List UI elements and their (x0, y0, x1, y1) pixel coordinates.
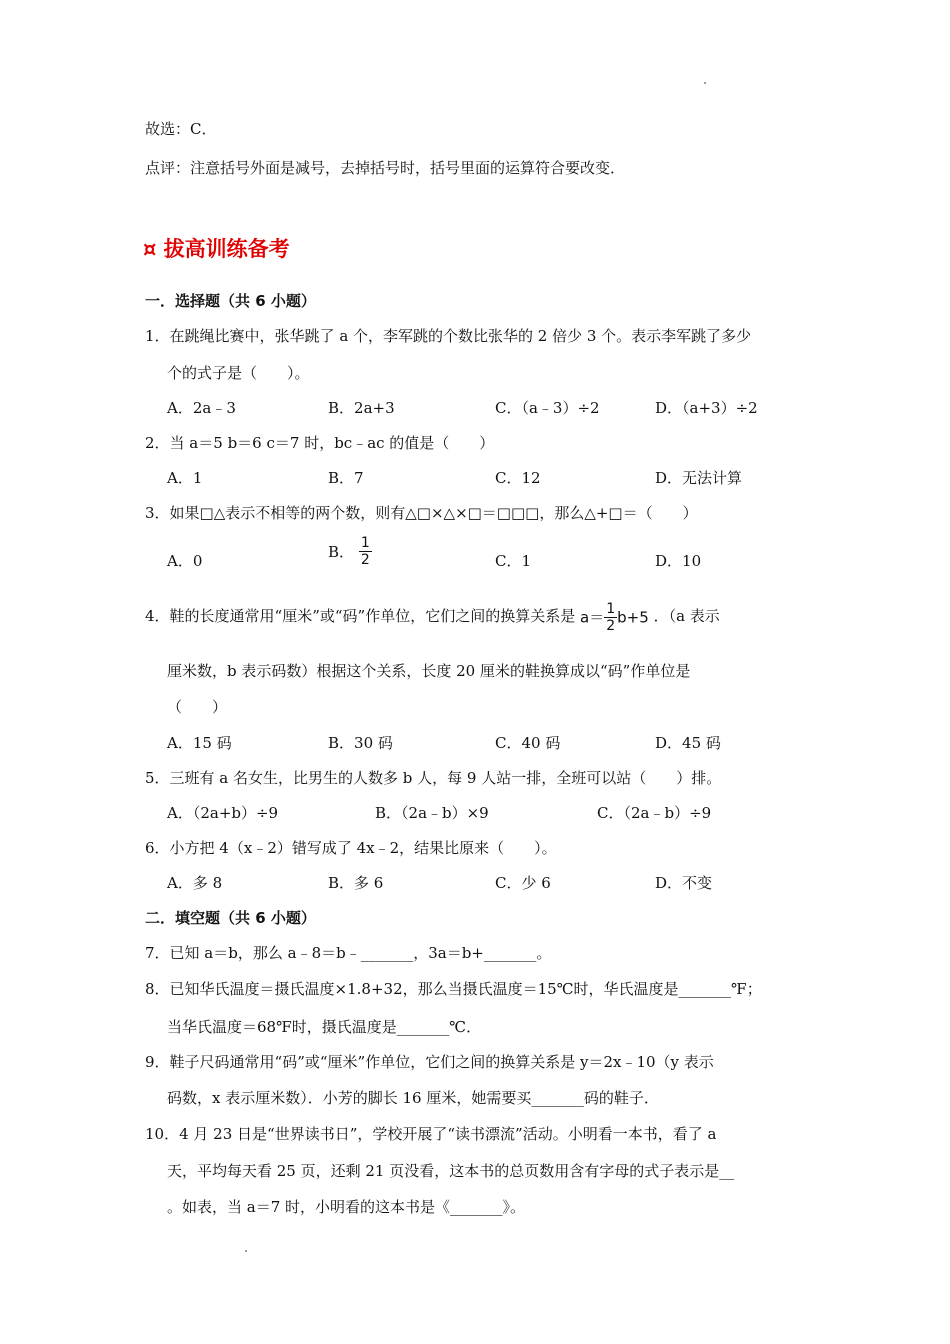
fraction-numerator: 1 (360, 535, 370, 551)
question-10-line-2: 天，平均每天看 25 页，还剩 21 页没看，这本书的总页数用含有字母的式子表示是__ (167, 1162, 735, 1180)
q2-option-d: D．无法计算 (655, 469, 743, 487)
question-5-line-1: 5．三班有 a 名女生，比男生的人数多 b 人，每 9 人站一排，全班可以站（ ）排。 (145, 769, 722, 787)
section-title-fill: 二．填空题（共 6 小题） (145, 909, 316, 927)
fraction-one-half (359, 536, 372, 567)
q4-option-d: D．45 码 (655, 734, 721, 752)
conversion-formula (580, 597, 649, 638)
q4-text-post: ．（a 表示 (653, 607, 720, 625)
question-8-line-1: 8．已知华氏温度＝摄氏温度×1.8+32，那么当摄氏温度＝15℃时，华氏温度是_______℉； (145, 980, 762, 998)
question-2-line-1: 2．当 a＝5 b＝6 c＝7 时，bc﹣ac 的值是（ ） (145, 434, 495, 452)
q3-option-d: D．10 (655, 552, 702, 570)
q6-option-d: D．不变 (655, 874, 713, 892)
formula-numerator: 1 (606, 600, 616, 617)
section-title-choice: 一．选择题（共 6 小题） (145, 292, 316, 310)
comment-line: 点评：注意括号外面是减号，去掉括号时，括号里面的运算符合要改变． (145, 159, 626, 177)
formula-a: a＝ (580, 608, 605, 627)
question-4-line-2: 厘米数，b 表示码数）根据这个关系，长度 20 厘米的鞋换算成以“码”作单位是 (167, 662, 691, 680)
question-9-line-1: 9．鞋子尺码通常用“码”或“厘米”作单位，它们之间的换算关系是 y＝2x﹣10（y 表示 (145, 1053, 714, 1071)
section-heading: ¤ 拔高训练备考 (143, 237, 290, 261)
q2-option-a: A．1 (167, 469, 203, 487)
q1-option-c: C．（a﹣3）÷2 (495, 399, 600, 417)
formula-tail: b+5 (617, 608, 649, 627)
q5-option-a: A．（2a+b）÷9 (167, 804, 279, 822)
q2-option-c: C．12 (495, 469, 541, 487)
q5-option-b: B．（2a﹣b）×9 (375, 804, 489, 822)
formula-denominator: 2 (606, 617, 616, 634)
q1-option-b: B．2a+3 (328, 399, 395, 417)
q4-text-pre: 4．鞋的长度通常用“厘米”或“码”作单位，它们之间的换算关系是 (145, 607, 576, 625)
question-10-line-1: 10．4 月 23 日是“世界读书日”，学校开展了“读书漂流”活动。小明看一本书，看了 a (145, 1125, 717, 1143)
answer-line: 故选：C． (145, 120, 217, 138)
q6-option-c: C．少 6 (495, 874, 551, 892)
formula-fraction (604, 602, 617, 633)
q4-option-b: B．30 码 (328, 734, 393, 752)
question-7-line-1: 7．已知 a＝b，那么 a﹣8＝b﹣_______，3a＝b+_______。 (145, 944, 552, 962)
q4-option-c: C．40 码 (495, 734, 561, 752)
q1-option-a: A．2a﹣3 (167, 399, 236, 417)
q3-option-b (328, 536, 372, 567)
q3-option-a: A．0 (167, 552, 203, 570)
question-6-line-1: 6．小方把 4（x﹣2）错写成了 4x﹣2，结果比原来（ ）。 (145, 839, 557, 857)
q1-option-d: D．（a+3）÷2 (655, 399, 758, 417)
question-9-line-2: 码数，x 表示厘米数）．小芳的脚长 16 厘米，她需要买_______码的鞋子． (167, 1089, 659, 1107)
question-10-line-3: 。如表，当 a＝7 时，小明看的这本书是《_______》。 (167, 1198, 526, 1216)
question-4-line-1 (145, 596, 720, 636)
q3-option-c: C．1 (495, 552, 532, 570)
question-3-line-1: 3．如果□△表示不相等的两个数，则有△□×△×□＝□□□，那么△+□＝（ ） (145, 504, 698, 522)
question-4-line-3: （ ） (167, 698, 228, 716)
question-1-line-1: 1．在跳绳比赛中，张华跳了 a 个，李军跳的个数比张华的 2 倍少 3 个。表示李军跳了多少 (145, 327, 752, 345)
q5-option-c: C．（2a﹣b）÷9 (597, 804, 712, 822)
q6-option-b: B．多 6 (328, 874, 384, 892)
decorative-dot (704, 82, 706, 84)
question-1-line-2: 个的式子是（ ）。 (167, 364, 310, 382)
decorative-dot (245, 1250, 247, 1252)
question-8-line-2: 当华氏温度＝68℉时，摄氏温度是_______℃． (167, 1018, 482, 1036)
q4-option-a: A．15 码 (167, 734, 232, 752)
q6-option-a: A．多 8 (167, 874, 223, 892)
q3-option-b-label: B． (328, 543, 355, 561)
q2-option-b: B．7 (328, 469, 364, 487)
fraction-denominator: 2 (360, 552, 370, 568)
